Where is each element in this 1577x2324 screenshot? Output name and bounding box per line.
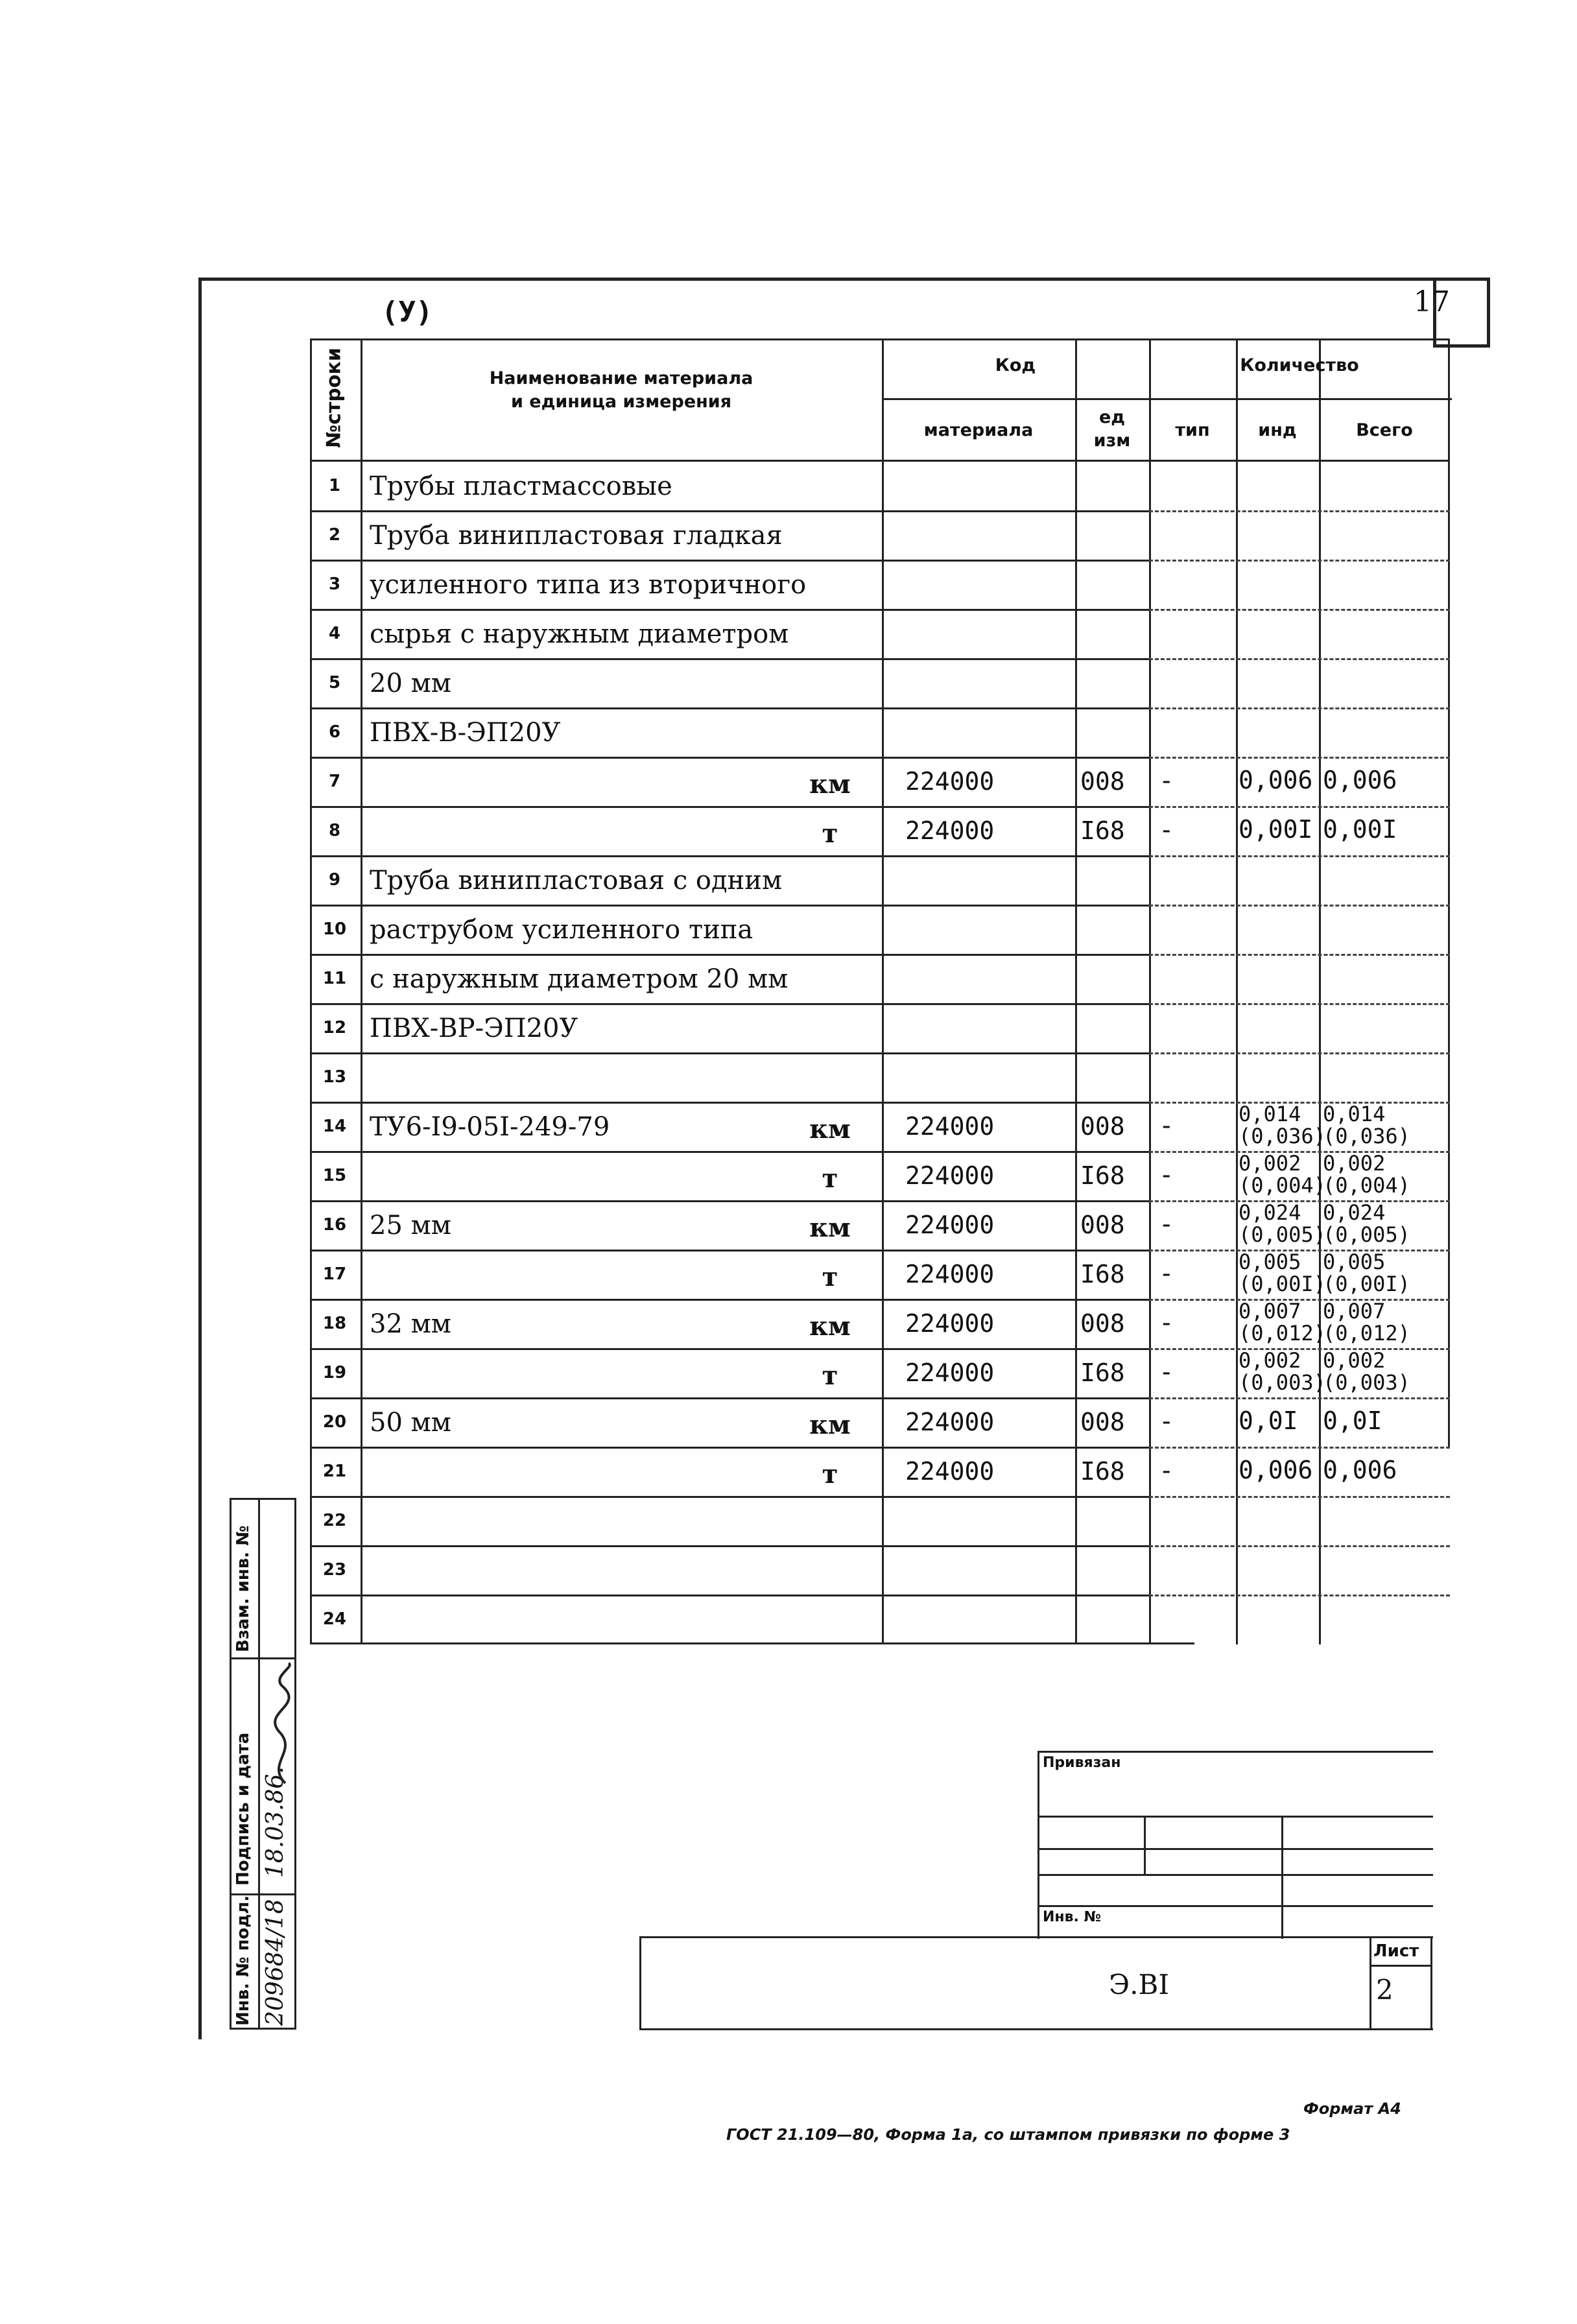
qty-type: - (1162, 1160, 1171, 1190)
stamp-row-line (1038, 1816, 1433, 1818)
material-code: 224000 (905, 1161, 995, 1190)
gost-label: ГОСТ 21.109—80, Форма 1а, со штампом привязки по форме 3 (726, 2126, 1290, 2144)
qty-type: - (1162, 1406, 1171, 1436)
qty-type: - (1162, 1209, 1171, 1239)
material-name: усиленного типа из вторичного (370, 570, 807, 600)
unit-of-measure: км (809, 1114, 851, 1144)
header-code-material: материала (923, 420, 1034, 440)
header-subline (1151, 398, 1452, 400)
title-block-border (1370, 1936, 1371, 2030)
table-top-border (310, 338, 1450, 340)
row-number: 23 (322, 1560, 347, 1580)
row-number: 1 (328, 476, 341, 495)
row-number: 2 (328, 525, 341, 545)
materials-table (310, 338, 1450, 1644)
unit-of-measure: т (822, 1262, 838, 1292)
side-strip-border (230, 1498, 231, 2030)
unit-code: 008 (1080, 1408, 1125, 1436)
material-code: 224000 (905, 1112, 995, 1141)
header-qty-type: тип (1175, 420, 1210, 440)
unit-code: I68 (1080, 1457, 1125, 1486)
stamp-inventory-label: Инв. № (1043, 1909, 1102, 1925)
table-row (310, 1152, 1450, 1201)
row-number: 18 (322, 1314, 347, 1333)
unit-code: I68 (1080, 816, 1125, 845)
sheet-label: Лист (1373, 1941, 1419, 1961)
qty-individual: 0,024 (0,005) (1239, 1200, 1326, 1247)
unit-code: 008 (1080, 767, 1125, 796)
row-number: 11 (322, 969, 347, 988)
row-number: 4 (328, 624, 341, 643)
stamp-col-line (1144, 1816, 1146, 1874)
row-number: 14 (322, 1117, 347, 1136)
title-block-border (639, 1936, 641, 2030)
row-number: 5 (328, 673, 341, 693)
material-name: 50 мм (370, 1408, 451, 1438)
header-qty-ind: инд (1258, 420, 1297, 440)
table-row (310, 954, 1450, 1004)
table-row (310, 610, 1450, 659)
qty-total: 0,006 (1323, 1456, 1397, 1484)
material-name: 25 мм (370, 1211, 451, 1240)
title-block-border (639, 2028, 1433, 2030)
row-number: 6 (328, 722, 341, 742)
row-number: 24 (322, 1609, 347, 1629)
row-number: 12 (322, 1018, 347, 1038)
table-row (310, 1497, 1450, 1546)
row-number: 13 (322, 1067, 347, 1087)
qty-individual: 0,006 (1239, 766, 1313, 794)
qty-type: - (1162, 815, 1171, 845)
qty-total: 0,007 (0,012) (1323, 1299, 1410, 1346)
row-number: 22 (322, 1511, 347, 1530)
material-code: 224000 (905, 1260, 995, 1288)
material-name: раструбом усиленного типа (370, 915, 753, 945)
qty-individual: 0,006 (1239, 1456, 1313, 1484)
material-name: с наружным диаметром 20 мм (370, 964, 788, 994)
header-quantity: Количество (1240, 355, 1359, 375)
material-code: 224000 (905, 1309, 995, 1338)
row-number: 10 (322, 919, 347, 939)
stamp-row-line (1038, 1848, 1433, 1850)
unit-code: 008 (1080, 1309, 1125, 1338)
material-name: Труба винипластовая гладкая (370, 521, 783, 551)
material-name: сырья с наружным диаметром (370, 619, 789, 649)
material-name: 32 мм (370, 1309, 451, 1339)
row-number: 19 (322, 1363, 347, 1382)
table-row (310, 1398, 1450, 1447)
stamp-border (1038, 1751, 1039, 1939)
signature-scribble (259, 1660, 311, 1790)
unit-code: 008 (1080, 1211, 1125, 1239)
table-row (310, 807, 1450, 856)
stamp-attached-label: Привязан (1043, 1755, 1121, 1771)
table-row (310, 1004, 1450, 1053)
side-strip-border (230, 2028, 294, 2030)
table-row (310, 708, 1450, 757)
side-label-replaced-inventory: Взам. инв. № (233, 1525, 253, 1652)
qty-individual: 0,005 (0,00I) (1239, 1250, 1326, 1296)
side-strip-border (230, 1657, 294, 1659)
table-row (310, 560, 1450, 610)
qty-type: - (1162, 1111, 1171, 1141)
qty-individual: 0,007 (0,012) (1239, 1299, 1326, 1346)
side-label-signature-date: Подпись и дата (233, 1732, 253, 1886)
qty-type: - (1162, 1456, 1171, 1486)
stamp-row-line (1038, 1905, 1433, 1907)
qty-total: 0,002 (0,004) (1323, 1151, 1410, 1198)
material-name: ТУ6-I9-05I-249-79 (370, 1112, 610, 1142)
sheet-number: 17 (1414, 285, 1450, 318)
unit-code: I68 (1080, 1260, 1125, 1288)
row-number: 21 (322, 1462, 347, 1481)
unit-of-measure: км (809, 1311, 851, 1342)
row-number: 16 (322, 1215, 347, 1235)
material-code: 224000 (905, 1358, 995, 1387)
table-row (310, 1053, 1450, 1102)
qty-individual: 0,002 (0,004) (1239, 1151, 1326, 1198)
row-number: 7 (328, 772, 341, 791)
header-code-unit: ед изм (1093, 407, 1131, 451)
material-name: ПВХ-В-ЭП20У (370, 718, 561, 748)
unit-of-measure: км (809, 1213, 851, 1243)
table-row (310, 1250, 1450, 1299)
table-row (310, 1447, 1450, 1497)
title-block-border (639, 1936, 1433, 1938)
title-block-border (1370, 1965, 1432, 1967)
row-number: 17 (322, 1264, 347, 1284)
form-mark: (У) (381, 296, 433, 329)
qty-individual: 0,0I (1239, 1406, 1298, 1435)
sheet-value: 2 (1376, 1974, 1393, 2006)
qty-individual: 0,014 (0,036) (1239, 1102, 1326, 1148)
row-number: 3 (328, 575, 341, 594)
qty-total: 0,002 (0,003) (1323, 1348, 1410, 1395)
unit-of-measure: т (822, 1163, 838, 1194)
unit-of-measure: т (822, 1459, 838, 1489)
material-name: 20 мм (370, 669, 451, 698)
side-label-original-inventory: Инв. № подл. (233, 1895, 253, 2026)
qty-total: 0,005 (0,00I) (1323, 1250, 1410, 1296)
table-row (310, 1546, 1450, 1595)
table-row (310, 511, 1450, 560)
qty-type: - (1162, 1259, 1171, 1288)
header-row-number: №строки (322, 348, 346, 448)
unit-code: I68 (1080, 1161, 1125, 1190)
material-code: 224000 (905, 1457, 995, 1486)
qty-total: 0,006 (1323, 766, 1397, 794)
table-row (310, 1595, 1450, 1644)
qty-type: - (1162, 766, 1171, 796)
unit-code: I68 (1080, 1358, 1125, 1387)
table-row (310, 462, 1450, 511)
material-name: Труба винипластовая с одним (370, 866, 783, 895)
table-row (310, 1349, 1450, 1398)
header-qty-total: Всего (1356, 420, 1413, 440)
qty-individual: 0,002 (0,003) (1239, 1348, 1326, 1395)
row-number: 20 (322, 1412, 347, 1432)
row-number: 8 (328, 821, 341, 840)
unit-of-measure: км (809, 1410, 851, 1440)
table-row (310, 659, 1450, 708)
material-name: Трубы пластмассовые (370, 471, 672, 501)
unit-code: 008 (1080, 1112, 1125, 1141)
table-row (310, 1201, 1450, 1250)
stamp-row-line (1038, 1874, 1433, 1876)
header-name: Наименование материала и единица измерения (489, 368, 753, 412)
table-row (310, 856, 1450, 905)
table-row (310, 1102, 1450, 1152)
stamp-border (1038, 1751, 1433, 1753)
unit-of-measure: т (822, 1360, 838, 1391)
row-number: 15 (322, 1166, 347, 1185)
qty-total: 0,024 (0,005) (1323, 1200, 1410, 1247)
material-name: ПВХ-ВР-ЭП20У (370, 1014, 578, 1043)
qty-type: - (1162, 1308, 1171, 1338)
material-code: 224000 (905, 816, 995, 845)
document-code: Э.ВI (1109, 1969, 1169, 2000)
table-row (310, 905, 1450, 954)
table-row (310, 1299, 1450, 1349)
stamp-col-line (1281, 1816, 1283, 1939)
material-code: 224000 (905, 1408, 995, 1436)
material-code: 224000 (905, 767, 995, 796)
side-value-original-inventory: 209684/18 (262, 1899, 289, 2026)
header-subline (882, 398, 1149, 400)
title-block-border (1430, 1936, 1432, 2030)
format-label: Формат А4 (1303, 2100, 1401, 2118)
row-number: 9 (328, 870, 341, 890)
qty-total: 0,014 (0,036) (1323, 1102, 1410, 1148)
side-value-signature-date: 18.03.86. (262, 1766, 289, 1878)
unit-of-measure: т (822, 818, 838, 849)
qty-type: - (1162, 1357, 1171, 1387)
qty-total: 0,00I (1323, 815, 1397, 844)
qty-total: 0,0I (1323, 1406, 1382, 1435)
unit-of-measure: км (809, 769, 851, 800)
qty-individual: 0,00I (1239, 815, 1313, 844)
table-row (310, 757, 1450, 807)
side-strip-border (230, 1498, 294, 1500)
material-code: 224000 (905, 1211, 995, 1239)
header-code: Код (995, 355, 1036, 375)
